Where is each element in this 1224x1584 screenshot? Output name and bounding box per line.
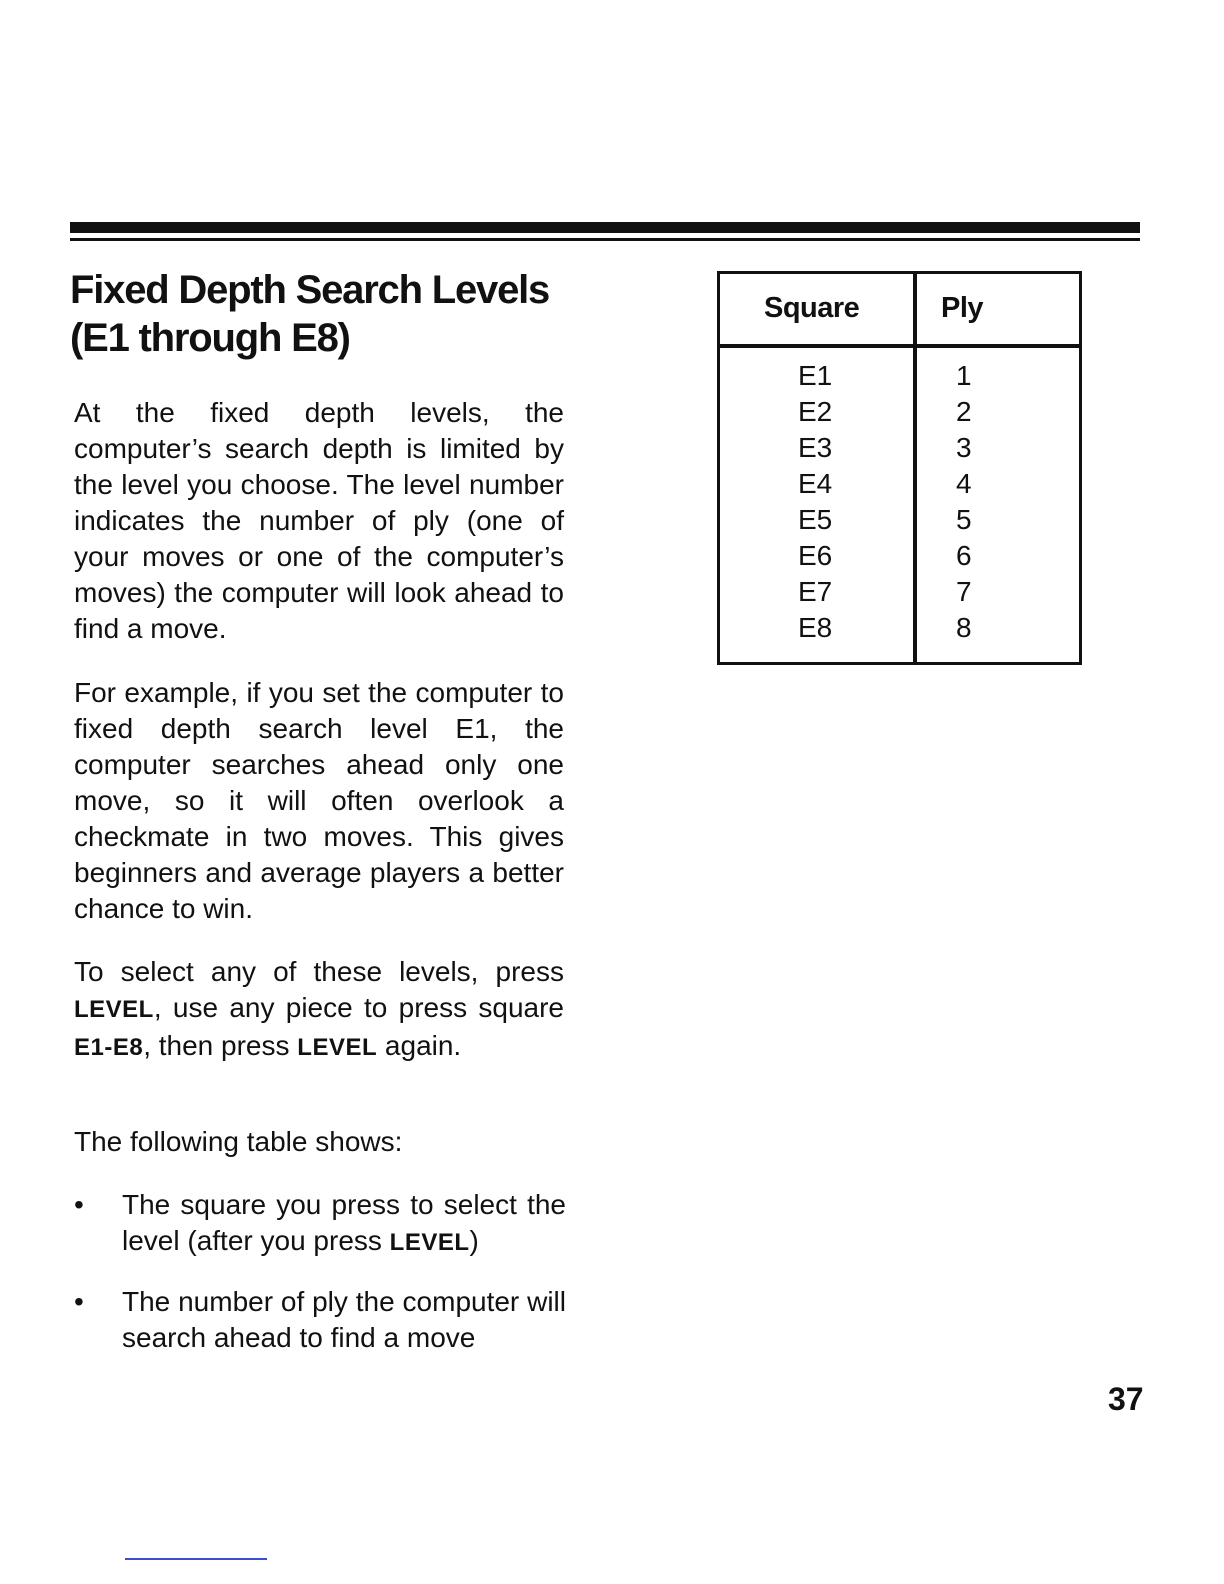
text-segment: ) <box>469 1225 479 1256</box>
text-segment: , then press <box>143 1030 290 1061</box>
keyword-squares: E1-E8 <box>74 1034 144 1061</box>
text-segment: The square you press to select the level (after you press <box>122 1189 566 1256</box>
header-rule-thick <box>70 222 1140 233</box>
paragraph-text <box>74 954 564 1066</box>
keyword-level: LEVEL <box>297 1034 378 1061</box>
bullet-marker: • <box>74 1286 84 1317</box>
table-cell-ply: 5 <box>956 504 972 535</box>
table-cell-square: E3 <box>798 432 833 463</box>
table-cell-square: E2 <box>798 396 833 427</box>
table-header-square: Square <box>764 292 860 324</box>
table-body <box>720 358 1079 646</box>
paragraph-text: For example, if you set the computer to fixed depth search level E1, the computer searches ahead only one move, so it will often overlook a checkmate in two moves. This gives beginners and average players a better chance to win. <box>74 677 564 924</box>
table-cell-ply: 2 <box>956 396 972 427</box>
table-row <box>720 538 1079 574</box>
table-row <box>720 502 1079 538</box>
page-title-line2: (E1 through E8) <box>70 316 350 360</box>
paragraph-example <box>74 675 564 927</box>
list-item <box>74 1284 566 1356</box>
bullet-marker: • <box>74 1189 84 1220</box>
scan-edge-line <box>125 1558 267 1560</box>
table-cell-ply: 8 <box>956 612 972 643</box>
header-rule-thin <box>70 238 1140 241</box>
table-header-ply: Ply <box>941 292 984 324</box>
table-cell-square: E6 <box>798 540 833 571</box>
keyword-level: LEVEL <box>74 996 154 1023</box>
level-ply-table <box>717 271 1082 665</box>
table-cell-square: E5 <box>798 504 833 535</box>
table-header-divider <box>720 344 1079 348</box>
keyword-level: LEVEL <box>389 1229 470 1256</box>
table-cell-ply: 3 <box>956 432 972 463</box>
paragraph-fixed-depth-intro <box>74 395 564 647</box>
table-row <box>720 394 1079 430</box>
table-cell-square: E8 <box>798 612 833 643</box>
text-segment: To select any of these levels, press <box>74 956 564 987</box>
table-row <box>720 430 1079 466</box>
page-title-line1: Fixed Depth Search Levels <box>70 268 550 312</box>
table-row <box>720 610 1079 646</box>
table-row <box>720 466 1079 502</box>
page-number: 37 <box>1108 1381 1144 1417</box>
table-cell-ply: 4 <box>956 468 972 499</box>
page-title <box>70 266 590 362</box>
list-item-text <box>122 1187 566 1261</box>
table-cell-square: E1 <box>798 360 833 391</box>
text-segment: again. <box>384 1030 462 1061</box>
list-item-text: The number of ply the computer will search ahead to find a move <box>122 1286 566 1353</box>
table-row <box>720 358 1079 394</box>
paragraph-table-intro <box>74 1124 564 1160</box>
table-cell-ply: 6 <box>956 540 972 571</box>
table-cell-square: E4 <box>798 468 833 499</box>
list-item <box>74 1187 566 1261</box>
table-cell-square: E7 <box>798 576 833 607</box>
paragraph-select-instructions <box>74 954 564 1066</box>
paragraph-text: At the fixed depth levels, the computer’s search depth is limited by the level you choose. The level number indicates the number of ply (one of your moves or one of the computer’s moves) the computer will look ahead to find a move. <box>74 397 564 644</box>
table-row <box>720 574 1079 610</box>
table-cell-ply: 1 <box>956 360 972 391</box>
paragraph-text: The following table shows: <box>74 1126 403 1157</box>
table-cell-ply: 7 <box>956 576 972 607</box>
text-segment: , use any piece to press square <box>153 992 564 1023</box>
